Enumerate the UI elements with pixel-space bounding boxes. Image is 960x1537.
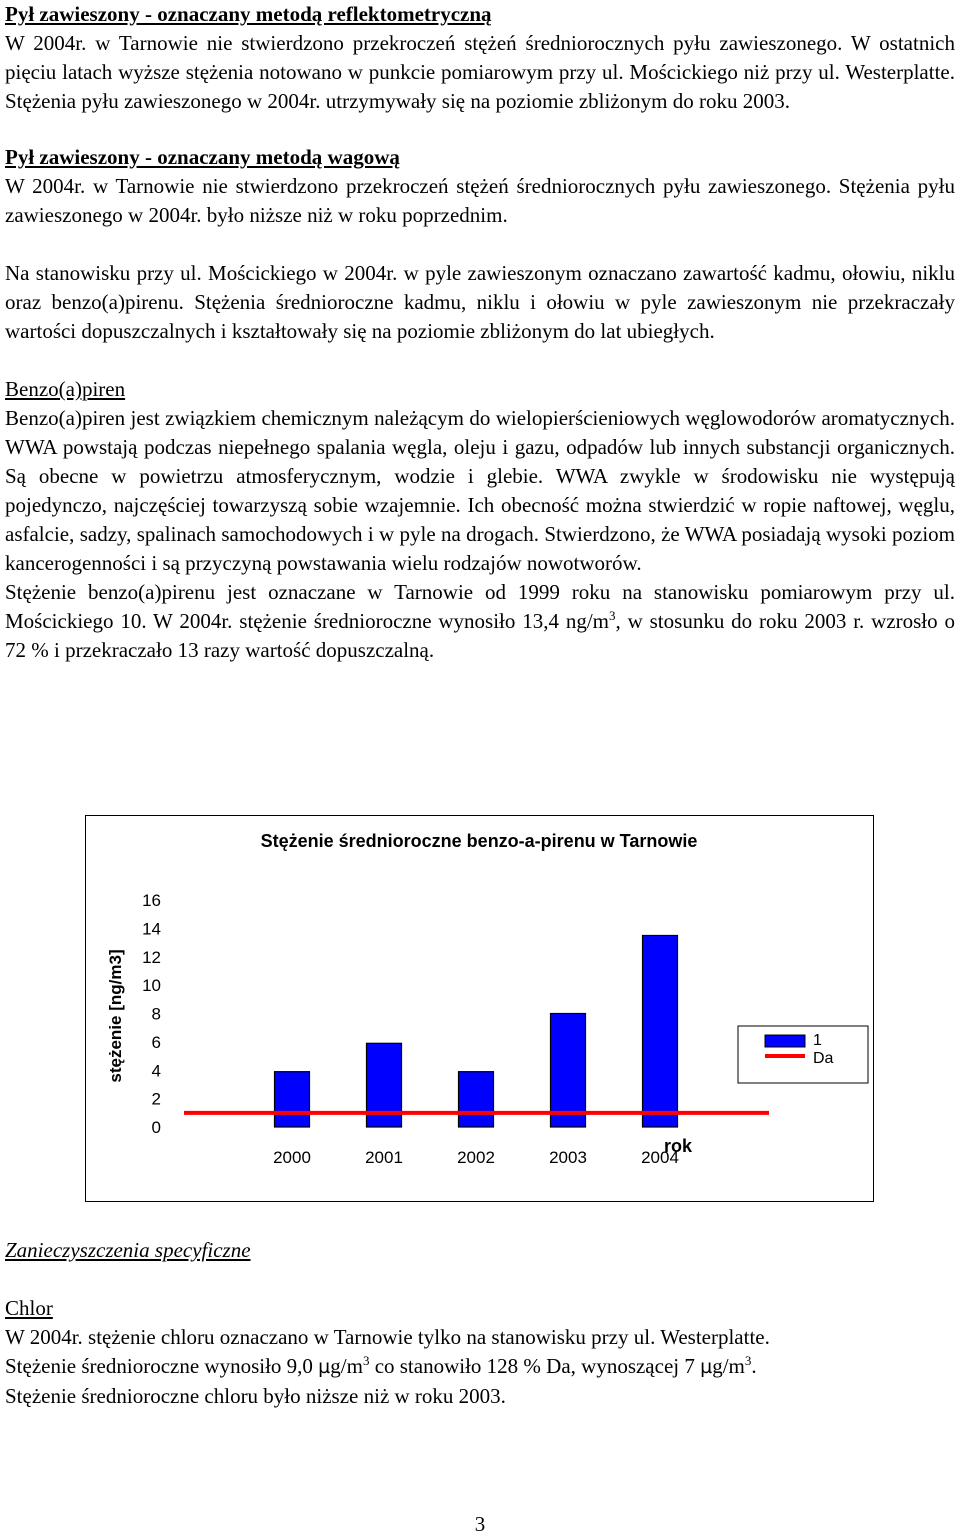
chlorine-text-a: Stężenie średnioroczne wynosiło 9,0 <box>5 1354 319 1378</box>
document-page-bottom <box>5 1236 955 1411</box>
bar-2003 <box>551 1014 586 1128</box>
benzo-text-part-b: , w stosunku do roku 2003 r. wzrosło o 72 % i przekraczało 13 razy wartość dopuszczalną. <box>5 609 955 662</box>
document-page <box>5 0 955 665</box>
page-number: 3 <box>474 1512 486 1536</box>
y-tick-label-10: 10 <box>142 976 161 996</box>
y-axis-label: stężenie [ng/m3] <box>106 949 125 1083</box>
x-tick-label-2002: 2002 <box>457 1148 495 1167</box>
paragraph-chlorine-3: Stężenie średnioroczne chloru było niższe niż w roku 2003. <box>5 1384 506 1408</box>
mu-symbol-2: µ <box>700 1356 713 1378</box>
paragraph-benzo-concentration <box>5 578 955 665</box>
x-tick-label-2001: 2001 <box>365 1148 403 1167</box>
benzo-unit-superscript: 3 <box>609 608 616 623</box>
x-tick-label-2000: 2000 <box>273 1148 311 1167</box>
chart-title: Stężenie średnioroczne benzo-a-pirenu w Tarnowie <box>260 831 698 851</box>
y-tick-label-14: 14 <box>142 919 161 939</box>
x-tick-label-2003: 2003 <box>549 1148 587 1167</box>
chlorine-text-c: co stanowiło 128 % Da, wynoszącej 7 <box>369 1354 701 1378</box>
y-tick-label-12: 12 <box>142 947 161 967</box>
legend-label-da: Da <box>813 1050 834 1067</box>
y-tick-label-6: 6 <box>151 1032 161 1052</box>
legend-swatch-series-1 <box>765 1035 805 1047</box>
mu-symbol: µ <box>318 1356 331 1378</box>
bar-2000 <box>275 1072 310 1127</box>
y-tick-label-2: 2 <box>151 1089 161 1109</box>
chlorine-unit-a: g/m <box>330 1354 363 1378</box>
paragraph-benzo-a-pyrene: Benzo(a)piren jest związkiem chemicznym należącym do wielopierścieniowych węglowodorów aromatycznych. WWA powstają podczas niepełnego spalania węgla, oleju i gazu, odpadów lub innych substancji organicznych. Są obecne w powietrzu atmosferycznym, wodzie i glebie. WWA zwykle w środowisku nie występują pojedynczo, najczęściej towarzyszą sobie wzajemnie. Ich obecność można stwierdzić w ropie naftowej, węglu, asfalcie, sadzy, spalinach samochodowych i w pyle na drogach. Stwierdzono, że WWA posiadają wysoki poziom kancerogenności i są przyczyną powstawania wielu rodzajów nowotworów. <box>5 406 955 575</box>
chlorine-superscript-b: 3 <box>744 1353 752 1368</box>
heading-gravimetric: Pył zawieszony - oznaczany metodą wagową <box>5 145 400 169</box>
y-tick-label-8: 8 <box>151 1004 161 1024</box>
chlorine-unit-b: g/m <box>712 1354 745 1378</box>
y-tick-label-16: 16 <box>142 891 161 910</box>
legend-label-series-1: 1 <box>813 1032 822 1049</box>
benzo-chart-svg <box>86 816 873 1201</box>
x-axis-label: rok <box>664 1136 693 1156</box>
x-tick-label-2004: 2004 <box>641 1148 679 1167</box>
benzo-chart <box>85 815 874 1202</box>
heading-chlorine: Chlor <box>5 1296 53 1320</box>
paragraph-chlorine-1: W 2004r. stężenie chloru oznaczano w Tarnowie tylko na stanowisku przy ul. Westerplatte. <box>5 1325 770 1349</box>
bar-2004 <box>643 935 678 1127</box>
heading-specific-pollutants: Zanieczyszczenia specyficzne <box>5 1238 251 1262</box>
bar-2002 <box>459 1072 494 1127</box>
paragraph-heavy-metals: Na stanowisku przy ul. Mościckiego w 2004r. w pyle zawieszonym oznaczano zawartość kadmu, ołowiu, niklu oraz benzo(a)pirenu. Stężenia średnioroczne kadmu, niklu i ołowiu w pyle zawieszonym nie przekraczały wartości dopuszczalnych i kształtowały się na poziomie zbliżonym do lat ubiegłych. <box>5 261 955 343</box>
y-tick-label-0: 0 <box>151 1118 161 1137</box>
y-tick-label-4: 4 <box>151 1061 161 1081</box>
heading-reflectometric: Pył zawieszony - oznaczany metodą reflektometryczną <box>5 2 492 26</box>
chlorine-superscript-a: 3 <box>362 1353 370 1368</box>
paragraph-chlorine-2 <box>5 1352 955 1382</box>
paragraph-reflectometric: W 2004r. w Tarnowie nie stwierdzono przekroczeń stężeń średniorocznych pyłu zawieszonego. W ostatnich pięciu latach wyższe stężenia notowano w punkcie pomiarowym przy ul. Mościckiego niż przy ul. Westerplatte. Stężenia pyłu zawieszonego w 2004r. utrzymywały się na poziomie zbliżonym do roku 2003. <box>5 31 955 113</box>
benzo-text-part-a: Stężenie benzo(a)pirenu jest oznaczane w Tarnowie od 1999 roku na stanowisku pomiarowym przy ul. Mościckiego 10. W 2004r. stężenie średnioroczne wynosiło 13,4 ng/m <box>5 580 955 633</box>
heading-benzo-a-pyrene: Benzo(a)piren <box>5 377 126 401</box>
paragraph-gravimetric: W 2004r. w Tarnowie nie stwierdzono przekroczeń stężeń średniorocznych pyłu zawieszonego. Stężenia pyłu zawieszonego w 2004r. było niższe niż w roku poprzednim. <box>5 174 955 227</box>
chlorine-text-e: . <box>751 1354 757 1378</box>
